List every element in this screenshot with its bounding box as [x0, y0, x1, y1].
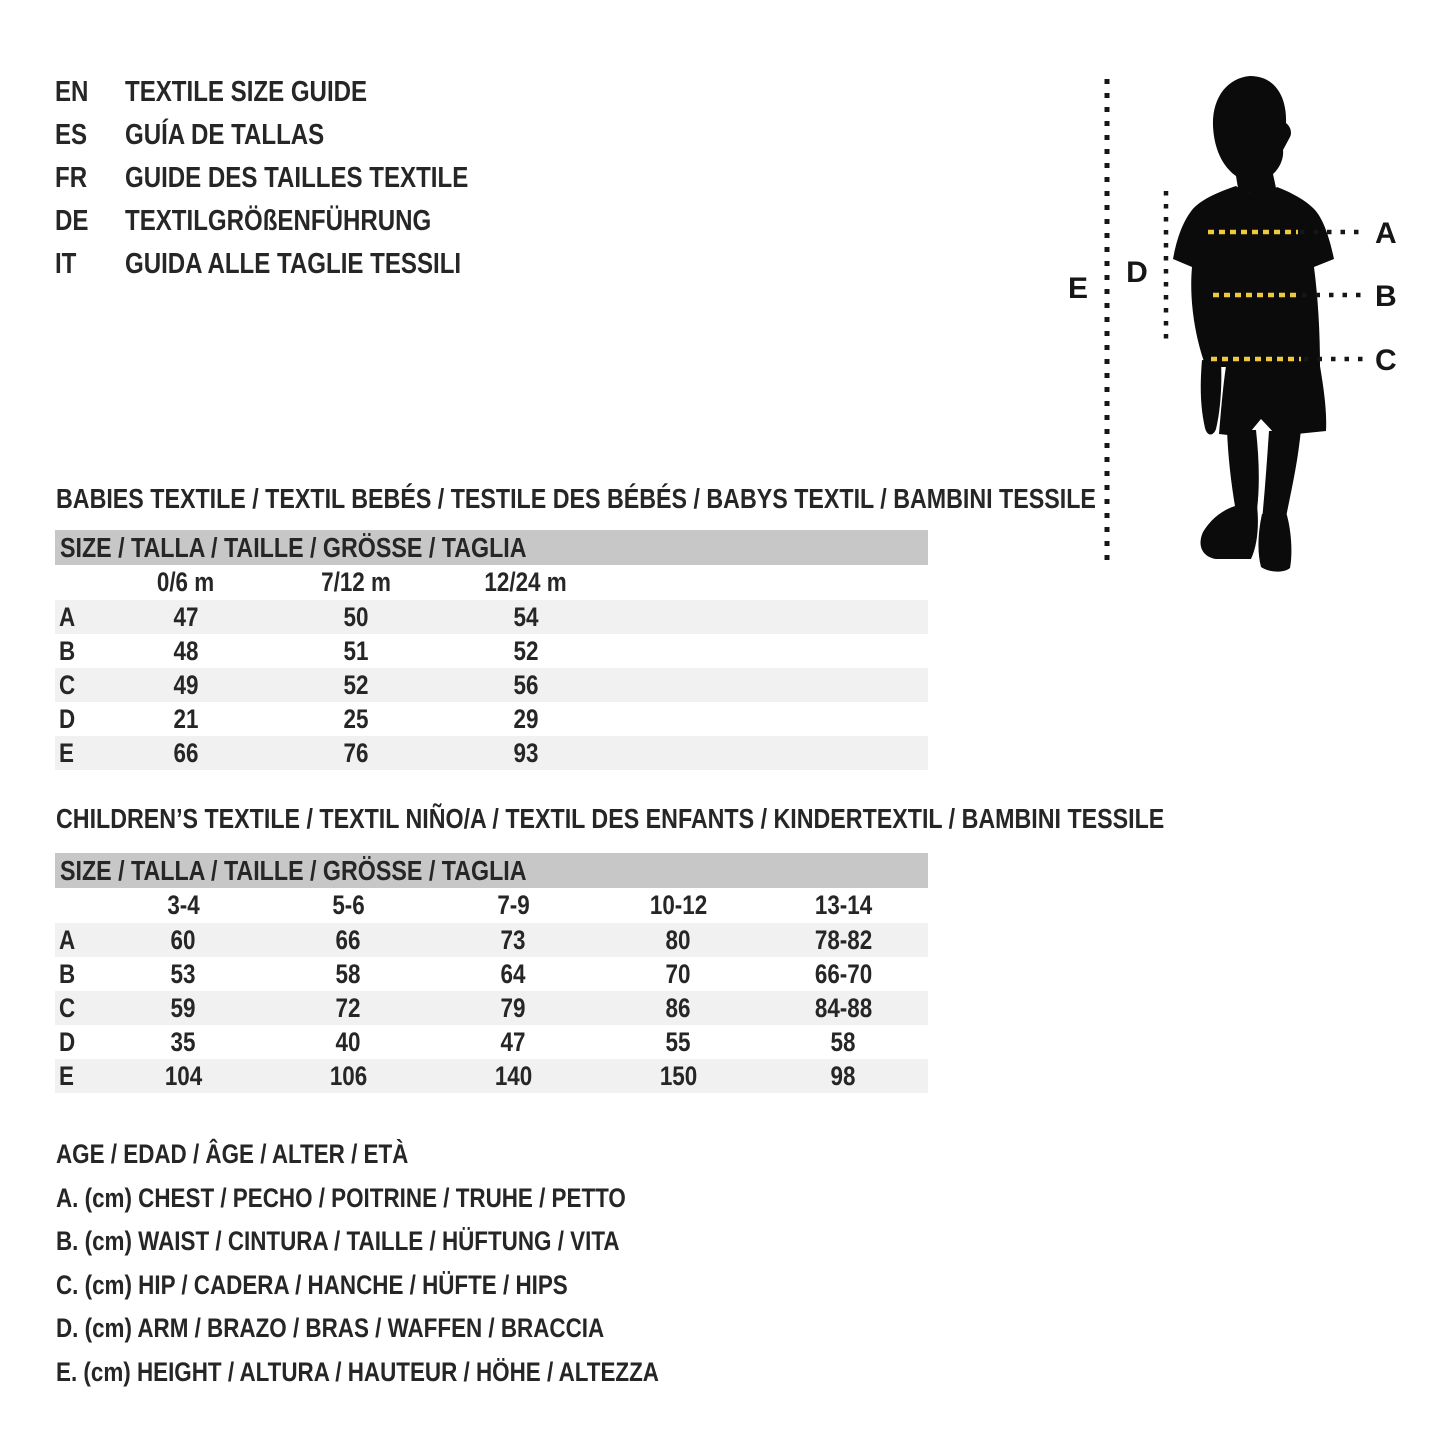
language-code: EN [55, 76, 89, 108]
cell-value: 73 [501, 924, 526, 955]
language-row-it [55, 243, 539, 286]
legend-line-height: E. (cm) HEIGHT / ALTURA / HAUTEUR / HÖHE / ALTEZZA [56, 1356, 659, 1387]
column-header: 5-6 [332, 890, 365, 920]
cell-value: 51 [343, 635, 369, 666]
cell-value: 72 [336, 992, 361, 1023]
children-section-title-text: CHILDREN’S TEXTILE / TEXTIL NIÑO/A / TEXTIL DES ENFANTS / KINDERTEXTIL / BAMBINI TESSILE [56, 802, 1165, 834]
row-label: A [59, 601, 76, 632]
cell-value: 66 [173, 737, 199, 768]
row-label: C [59, 992, 76, 1023]
guide-title-es: GUÍA DE TALLAS [125, 119, 325, 151]
guide-title-de: TEXTILGRÖßENFÜHRUNG [125, 205, 432, 237]
children-section-title [56, 802, 1391, 835]
row-label: B [59, 635, 76, 666]
cell-value: 40 [336, 1026, 361, 1057]
language-code: FR [55, 162, 88, 194]
language-row-fr [55, 157, 539, 200]
measurement-legend [56, 1133, 782, 1394]
legend-line-waist: B. (cm) WAIST / CINTURA / TAILLE / HÜFTUNG / VITA [56, 1226, 620, 1257]
guide-title-en: TEXTILE SIZE GUIDE [125, 76, 368, 108]
babies-column-header-row [55, 565, 928, 600]
cell-value: 66-70 [814, 958, 873, 989]
row-label: D [59, 703, 76, 734]
cell-value: 84-88 [814, 992, 873, 1023]
children-size-table [55, 853, 928, 1093]
table-row [55, 736, 928, 770]
language-code: DE [55, 205, 89, 237]
cell-value: 79 [501, 992, 526, 1023]
language-code: ES [55, 119, 88, 151]
size-header-text: SIZE / TALLA / TAILLE / GRÖSSE / TAGLIA [60, 854, 527, 886]
table-row [55, 1025, 928, 1059]
cell-value: 76 [343, 737, 369, 768]
table-row [55, 634, 928, 668]
children-size-header-bar [55, 853, 928, 888]
cell-value: 86 [666, 992, 691, 1023]
legend-line-chest: A. (cm) CHEST / PECHO / POITRINE / TRUHE / PETTO [56, 1182, 626, 1213]
children-column-header-row [55, 888, 928, 923]
cell-value: 53 [171, 958, 196, 989]
size-header-text: SIZE / TALLA / TAILLE / GRÖSSE / TAGLIA [60, 531, 527, 563]
table-row [55, 957, 928, 991]
cell-value: 48 [173, 635, 199, 666]
table-row [55, 600, 928, 634]
figure-label-d: D [1126, 256, 1148, 289]
measurement-figure [1030, 60, 1445, 600]
cell-value: 35 [171, 1026, 196, 1057]
babies-section-title [56, 482, 1309, 515]
column-header: 7/12 m [321, 567, 391, 597]
table-row [55, 991, 928, 1025]
cell-value: 56 [513, 669, 539, 700]
cell-value: 93 [513, 737, 539, 768]
column-header: 3-4 [167, 890, 200, 920]
cell-value: 59 [171, 992, 196, 1023]
cell-value: 49 [173, 669, 199, 700]
cell-value: 78-82 [814, 924, 873, 955]
cell-value: 29 [513, 703, 539, 734]
column-header: 13-14 [814, 890, 873, 920]
figure-label-a: A [1375, 217, 1397, 250]
column-header: 0/6 m [157, 567, 215, 597]
language-code: IT [55, 248, 77, 280]
cell-value: 50 [343, 601, 369, 632]
column-header: 10-12 [649, 890, 708, 920]
table-row [55, 923, 928, 957]
cell-value: 21 [173, 703, 199, 734]
row-label: E [59, 1060, 74, 1091]
row-label: A [59, 924, 76, 955]
language-row-es [55, 114, 539, 157]
row-label: B [59, 958, 76, 989]
cell-value: 66 [336, 924, 361, 955]
cell-value: 106 [329, 1060, 368, 1091]
guide-title-it: GUIDA ALLE TAGLIE TESSILI [125, 248, 462, 280]
babies-size-header-bar [55, 530, 928, 565]
legend-line-arm: D. (cm) ARM / BRAZO / BRAS / WAFFEN / BRACCIA [56, 1313, 605, 1344]
cell-value: 55 [666, 1026, 691, 1057]
table-row [55, 668, 928, 702]
table-row [55, 1059, 928, 1093]
cell-value: 25 [343, 703, 369, 734]
cell-value: 150 [659, 1060, 698, 1091]
cell-value: 52 [513, 635, 539, 666]
legend-line-age: AGE / EDAD / ÂGE / ALTER / ETÀ [56, 1139, 409, 1170]
figure-label-b: B [1375, 280, 1397, 313]
guide-title-fr: GUIDE DES TAILLES TEXTILE [125, 162, 469, 194]
cell-value: 70 [666, 958, 691, 989]
figure-label-e: E [1067, 272, 1089, 305]
cell-value: 60 [171, 924, 196, 955]
cell-value: 58 [336, 958, 361, 989]
cell-value: 54 [513, 601, 539, 632]
babies-section-title-text: BABIES TEXTILE / TEXTIL BEBÉS / TESTILE DES BÉBÉS / BABYS TEXTIL / BAMBINI TESSILE [56, 482, 1096, 514]
column-header: 7-9 [497, 890, 530, 920]
cell-value: 52 [343, 669, 369, 700]
figure-label-c: C [1375, 344, 1397, 377]
row-label: E [59, 737, 74, 768]
babies-size-table [55, 530, 928, 770]
row-label: D [59, 1026, 76, 1057]
cell-value: 140 [494, 1060, 533, 1091]
cell-value: 58 [831, 1026, 856, 1057]
cell-value: 47 [173, 601, 199, 632]
table-row [55, 702, 928, 736]
language-title-list [55, 71, 539, 286]
cell-value: 98 [831, 1060, 856, 1091]
cell-value: 104 [164, 1060, 203, 1091]
language-row-de [55, 200, 539, 243]
cell-value: 64 [501, 958, 526, 989]
cell-value: 80 [666, 924, 691, 955]
row-label: C [59, 669, 76, 700]
language-row-en [55, 71, 539, 114]
cell-value: 47 [501, 1026, 526, 1057]
column-header: 12/24 m [484, 567, 568, 597]
legend-line-hip: C. (cm) HIP / CADERA / HANCHE / HÜFTE / HIPS [56, 1269, 568, 1300]
